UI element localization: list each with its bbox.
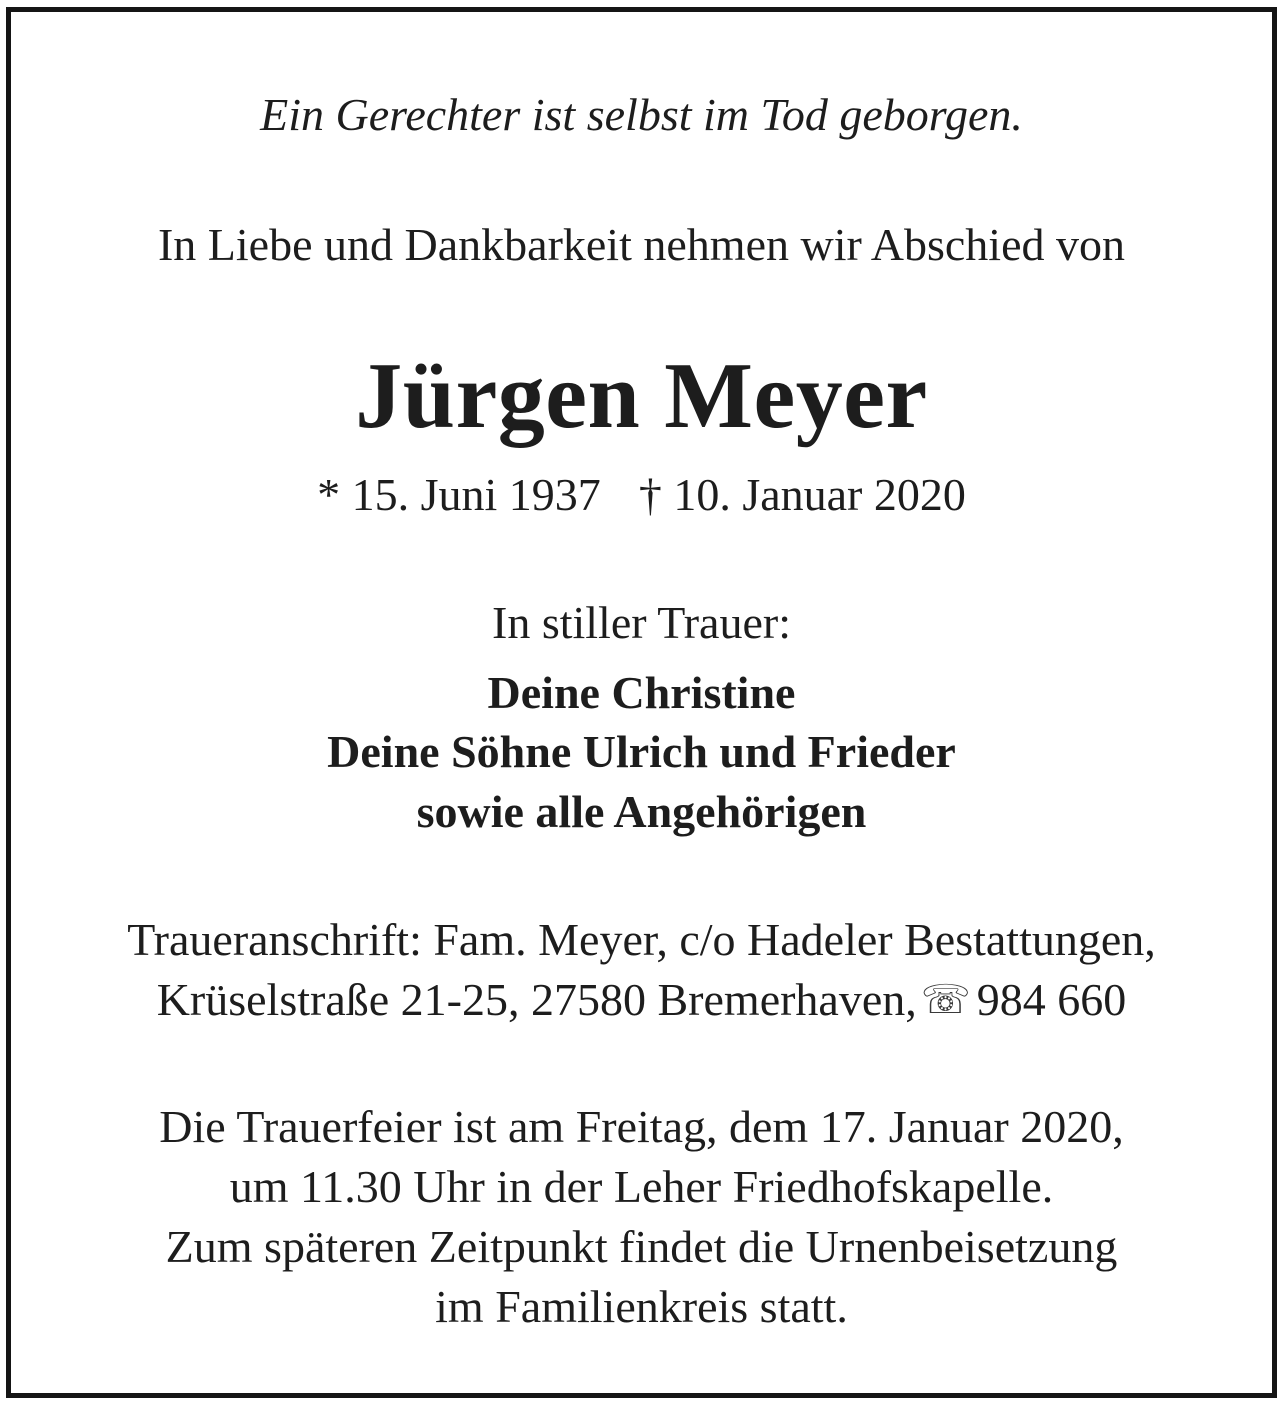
motto: Ein Gerechter ist selbst im Tod geborgen.	[260, 89, 1023, 140]
obituary-notice	[11, 12, 1272, 1393]
survivor-line: Deine Christine	[487, 667, 796, 718]
service-line: Die Trauerfeier ist am Freitag, dem 17. Januar 2020,	[159, 1101, 1124, 1152]
life-dates	[11, 469, 1272, 520]
intro-text: In Liebe und Dankbarkeit nehmen wir Abschied von	[157, 219, 1125, 270]
deceased-name: Jürgen Meyer	[355, 344, 928, 448]
telephone-icon: ☏	[920, 977, 971, 1023]
death-date: † 10. Januar 2020	[638, 469, 966, 520]
service-line: im Familienkreis statt.	[435, 1281, 848, 1332]
mourning-label: In stiller Trauer:	[492, 597, 791, 648]
notice-border	[6, 7, 1277, 1398]
survivor-line: sowie alle Angehörigen	[416, 786, 867, 837]
service-line: Zum späteren Zeitpunkt findet die Urnenbeisetzung	[165, 1221, 1118, 1272]
address-line-phone	[11, 974, 1272, 1025]
phone-number: 984 660	[976, 974, 1127, 1025]
address-line: Traueranschrift: Fam. Meyer, c/o Hadeler Bestattungen,	[127, 914, 1156, 965]
address-street: Krüselstraße 21-25, 27580 Bremerhaven,	[156, 974, 917, 1025]
survivor-line: Deine Söhne Ulrich und Frieder	[327, 726, 956, 777]
birth-date: * 15. Juni 1937	[317, 469, 601, 520]
service-line: um 11.30 Uhr in der Leher Friedhofskapelle.	[229, 1161, 1054, 1212]
